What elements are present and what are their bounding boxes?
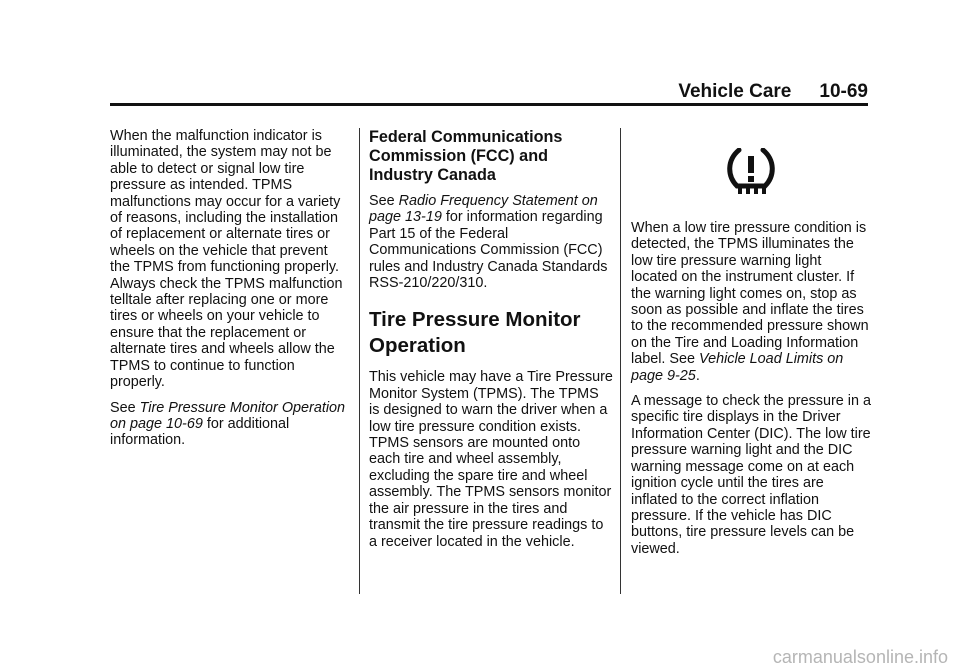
vehicle-load-limits-link[interactable]: Vehicle Load Limits on page 9-25	[631, 351, 844, 384]
column-divider-2	[620, 128, 621, 594]
see-also-paragraph	[110, 400, 348, 449]
column-3	[631, 128, 871, 566]
column-2	[369, 128, 613, 559]
header-rule	[110, 103, 868, 106]
watermark: carmanualsonline.info	[772, 647, 948, 667]
see-text: See	[110, 399, 140, 416]
radio-frequency-link[interactable]: Radio Frequency Statement on page 13-19	[369, 193, 598, 226]
low-pressure-text: When a low tire pressure condition is detected, the TPMS illuminates the low tire pressure warning light located on the instrument cluster. If the warning light comes on, stop as soon as possible and inflate the tires to the recommended pressure shown on the Tire and Loading Information label. See	[631, 220, 869, 368]
tpms-heading: Tire Pressure Monitor Operation	[369, 308, 581, 358]
see-also-suffix: for additional information.	[110, 415, 290, 449]
fcc-paragraph	[369, 193, 613, 291]
column-1	[110, 128, 348, 458]
malfunction-paragraph: When the malfunction indicator is illuminated, the system may not be able to detect or signal low tire pressure as intended. TPMS malfunctions may occur for a variety of reasons, including the installation of replacement or alternate tires or wheels on the vehicle that prevent the TPMS from functioning properly. Always check the TPMS malfunction telltale after replacing one or more tires or wheels on your vehicle to ensure that the replacement or alternate tires and wheels allow the TPMS to continue to function properly.	[110, 128, 343, 391]
period: .	[695, 367, 700, 384]
fcc-heading: Federal Communications Commission (FCC) and Industry Canada	[369, 128, 563, 184]
fcc-see-text: See	[369, 193, 399, 209]
column-divider-1	[359, 128, 360, 594]
tpms-operation-link[interactable]: Tire Pressure Monitor Operation on page 10-69	[110, 399, 346, 432]
tire-pressure-warning-icon	[631, 148, 871, 198]
low-pressure-paragraph	[631, 220, 871, 384]
tpms-paragraph: This vehicle may have a Tire Pressure Monitor System (TPMS). The TPMS is designed to warn the driver when a low tire pressure condition exists. TPMS sensors are mounted onto each tire and wheel assembly, excluding the spare tire and wheel assembly. The TPMS sensors monitor the air pressure in the tires and transmit the tire pressure readings to a receiver located in the vehicle.	[369, 369, 613, 550]
fcc-body-text: for information regarding Part 15 of the Federal Communications Commission (FCC) rules and Industry Canada Standards RSS-210/220/310.	[369, 209, 608, 292]
page-number: 10-69	[819, 81, 868, 102]
page-header	[110, 80, 868, 104]
section-title: Vehicle Care	[678, 81, 792, 102]
dic-paragraph: A message to check the pressure in a specific tire displays in the Driver Information Center (DIC). The low tire pressure warning light and the DIC warning message come on at each ignition cycle until the tires are inflated to the correct inflation pressure. If the vehicle has DIC buttons, tire pressure levels can be viewed.	[631, 393, 871, 557]
